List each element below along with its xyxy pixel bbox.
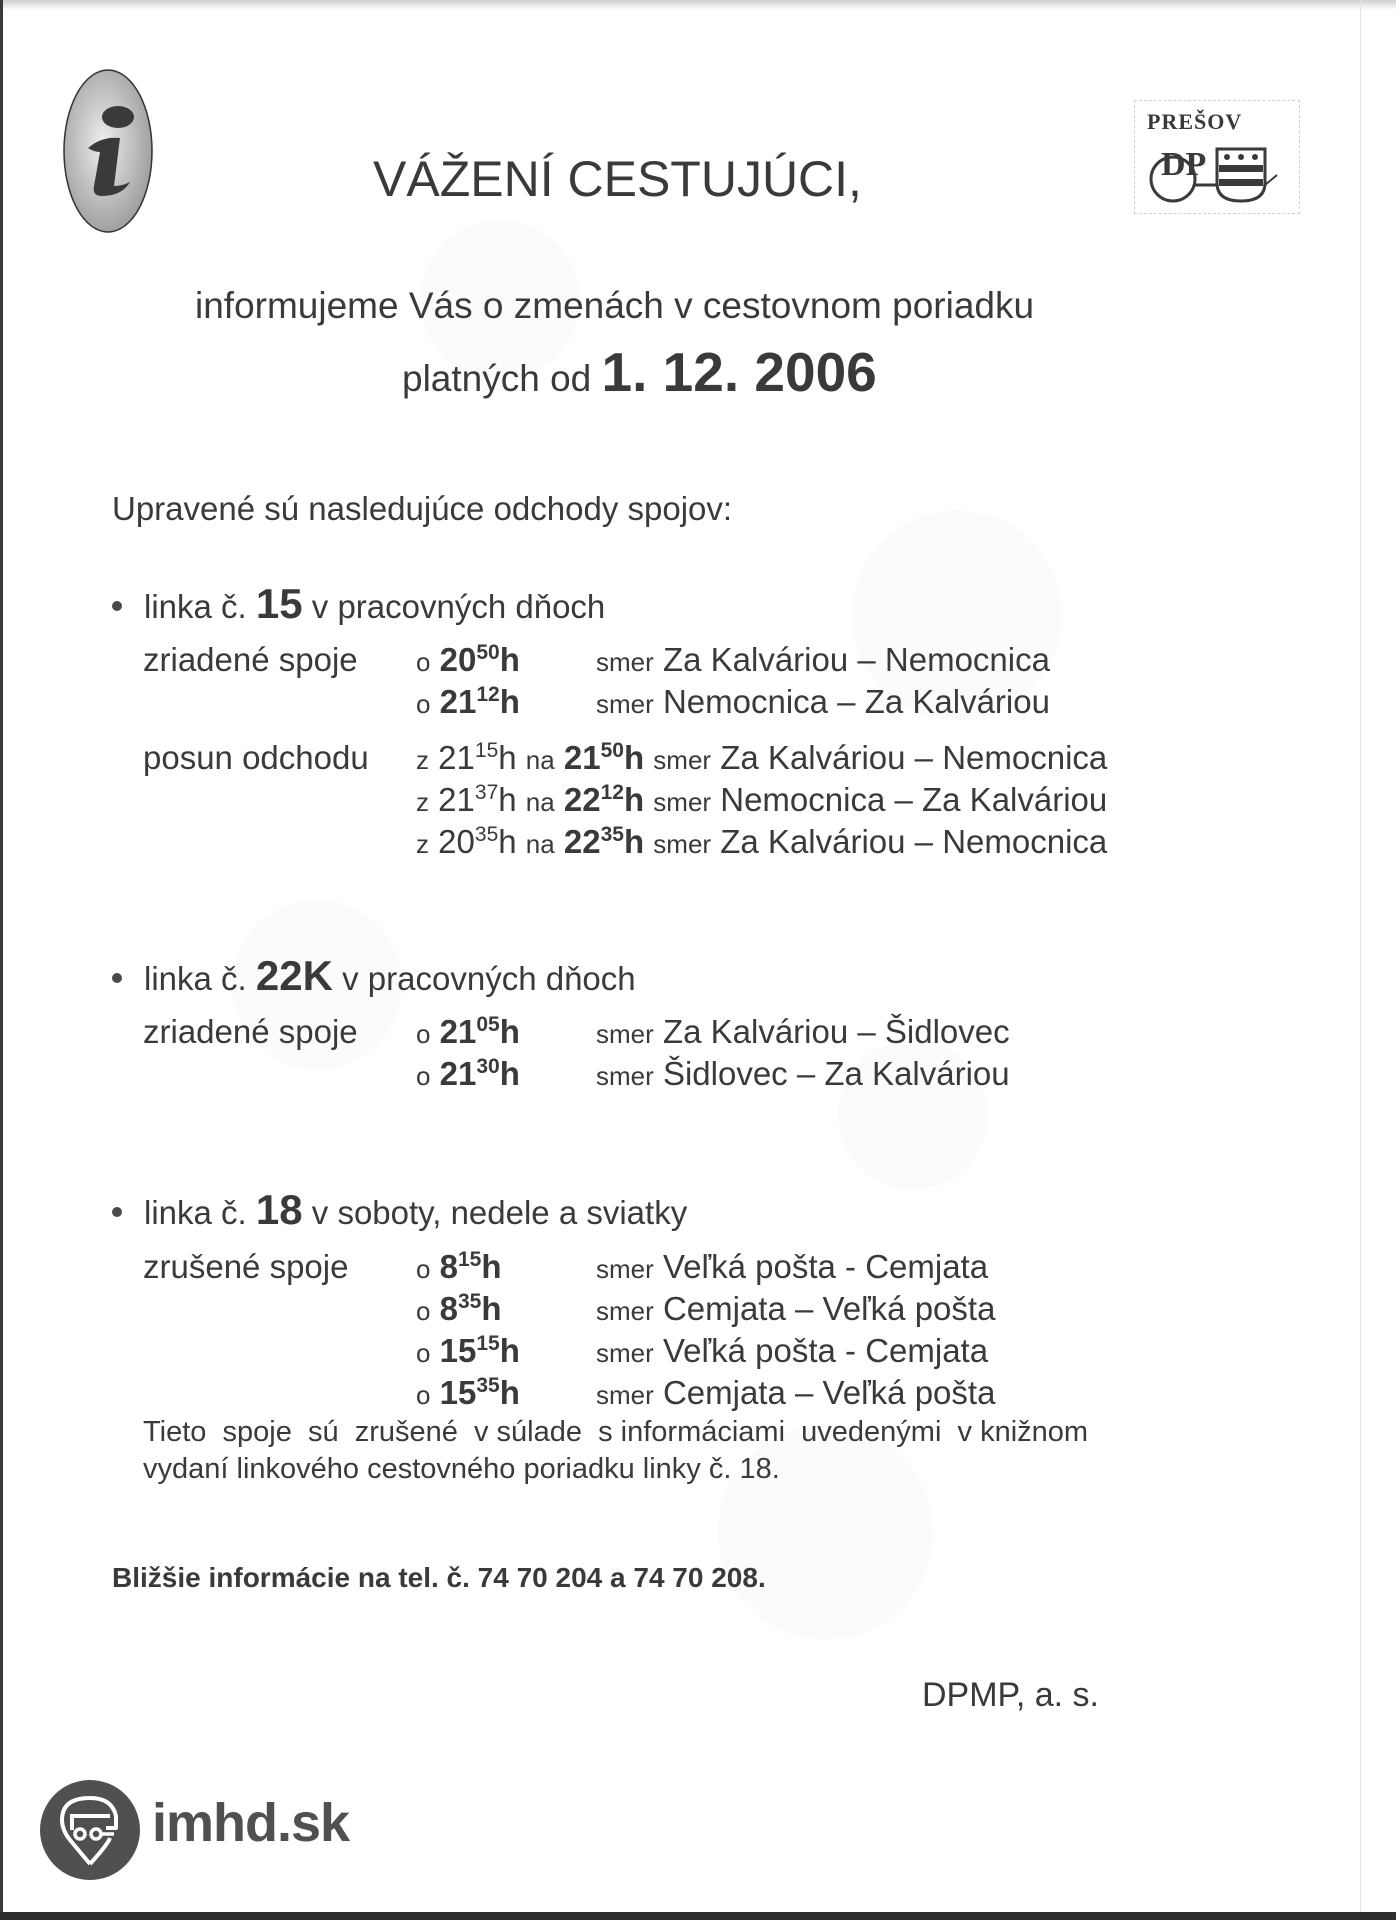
text-fragment: Šidlovec – Za Kalváriou: [662, 1055, 1010, 1092]
text-fragment: smer: [596, 1338, 654, 1368]
line-days: v pracovných dňoch: [311, 588, 606, 625]
text-fragment: z: [416, 745, 429, 775]
intro-validity: [402, 340, 877, 404]
validity-date: 1. 12. 2006: [601, 341, 877, 403]
schedule-time: [416, 1290, 502, 1328]
text-fragment: 15: [458, 1248, 482, 1271]
line-15-heading: [112, 580, 605, 628]
lead-text: Upravené sú nasledujúce odchody spojov:: [112, 490, 733, 527]
text-fragment: 35: [474, 823, 499, 846]
text-fragment: 21: [438, 739, 475, 776]
text-fragment: smer: [596, 1380, 654, 1410]
text-fragment: smer: [596, 689, 654, 719]
page-title: VÁŽENÍ CESTUJÚCI,: [373, 151, 862, 207]
text-fragment: smer: [653, 829, 712, 859]
new-connections-label: zriadené spoje: [143, 641, 358, 678]
schedule-route: [596, 1248, 988, 1286]
schedule-time: [416, 683, 520, 721]
dp-logo-mark-icon: [1147, 135, 1287, 205]
scan-edge-top: [0, 0, 1396, 10]
cancellation-note: Tieto spoje sú zrušené v súlade s informáciami uvedenými v knižnom: [143, 1416, 1089, 1448]
scan-edge-bottom: [0, 1912, 1396, 1920]
imhd-brand: imhd.sk: [152, 1793, 350, 1853]
text-fragment: na: [525, 829, 555, 859]
text-fragment: 21: [439, 1013, 477, 1050]
text-fragment: Za Kalváriou – Nemocnica: [720, 823, 1108, 860]
text-fragment: na: [525, 787, 555, 817]
text-fragment: o: [416, 647, 431, 677]
text-fragment: 20: [438, 823, 475, 860]
text-fragment: 12: [600, 781, 624, 804]
schedule-route: [596, 1013, 1010, 1051]
text-fragment: h: [623, 739, 645, 776]
bullet-icon: [112, 973, 122, 983]
line-number: 18: [255, 1186, 303, 1233]
signature: DPMP, a. s.: [922, 1676, 1099, 1714]
text-fragment: 35: [600, 823, 624, 846]
text-fragment: 15: [476, 1332, 500, 1355]
text-fragment: Veľká pošta - Cemjata: [662, 1248, 989, 1285]
text-fragment: 15: [439, 1332, 477, 1369]
text-fragment: 22: [563, 781, 601, 818]
text-fragment: 35: [458, 1290, 482, 1313]
text-fragment: 8: [439, 1290, 458, 1327]
text-fragment: smer: [596, 647, 654, 677]
text-fragment: 21: [438, 781, 475, 818]
line-number: 15: [255, 580, 303, 627]
departure-time: [440, 683, 520, 720]
schedule-route: [596, 1332, 988, 1370]
text-fragment: h: [499, 683, 520, 720]
text-fragment: Cemjata – Veľká pošta: [662, 1290, 996, 1327]
text-fragment: h: [623, 781, 645, 818]
text-fragment: o: [416, 1338, 431, 1368]
line-prefix: linka č.: [144, 1194, 247, 1231]
schedule-route: [596, 1290, 995, 1328]
departure-time: [440, 1290, 502, 1327]
logo-text: PREŠOV: [1147, 109, 1243, 134]
text-fragment: Za Kalváriou – Nemocnica: [720, 739, 1108, 776]
text-fragment: 15: [474, 739, 499, 762]
text-fragment: h: [498, 739, 517, 776]
text-fragment: o: [416, 689, 431, 719]
text-fragment: smer: [596, 1254, 654, 1284]
text-fragment: smer: [596, 1061, 654, 1091]
line-prefix: linka č.: [144, 960, 247, 997]
text-fragment: Za Kalváriou – Šidlovec: [662, 1013, 1010, 1050]
scan-edge-right: [1360, 0, 1361, 1920]
text-fragment: z: [416, 787, 429, 817]
scan-edge-left: [0, 0, 3, 1920]
schedule-time: [416, 641, 520, 679]
schedule-route: [596, 1374, 995, 1412]
text-fragment: 35: [476, 1374, 500, 1397]
text-fragment: 21: [439, 683, 477, 720]
schedule-route: [596, 1055, 1010, 1093]
text-fragment: h: [498, 823, 517, 860]
shift-label: posun odchodu: [143, 739, 369, 776]
line-days: v soboty, nedele a sviatky: [311, 1194, 688, 1231]
text-fragment: o: [416, 1380, 431, 1410]
text-fragment: h: [498, 781, 517, 818]
cancelled-connections-label: zrušené spoje: [143, 1248, 349, 1285]
text-fragment: na: [525, 745, 555, 775]
text-fragment: 22: [563, 823, 601, 860]
text-fragment: smer: [653, 745, 712, 775]
text-fragment: h: [499, 1374, 520, 1411]
bullet-icon: [112, 601, 122, 611]
line-prefix: linka č.: [144, 588, 247, 625]
text-fragment: smer: [596, 1296, 654, 1326]
text-fragment: 15: [439, 1374, 477, 1411]
text-fragment: 50: [600, 739, 624, 762]
info-icon: [62, 68, 154, 234]
text-fragment: h: [499, 641, 520, 678]
validity-prefix: platných od: [402, 358, 592, 399]
schedule-route: [596, 683, 1050, 721]
cancellation-note: vydaní linkového cestovného poriadku linky č. 18.: [143, 1453, 780, 1485]
departure-time: [440, 1055, 520, 1092]
presov-dp-logo: [1134, 100, 1300, 214]
imhd-bus-pin-icon: [40, 1780, 140, 1880]
text-fragment: o: [416, 1254, 431, 1284]
schedule-time: [416, 1248, 502, 1286]
text-fragment: o: [416, 1019, 431, 1049]
logo-mark-text: DP: [1161, 146, 1207, 183]
bullet-icon: [112, 1207, 122, 1217]
text-fragment: h: [481, 1248, 502, 1285]
text-fragment: smer: [653, 787, 712, 817]
departure-time: [438, 781, 516, 818]
intro-text: informujeme Vás o zmenách v cestovnom poriadku: [195, 285, 1035, 326]
departure-time: [440, 641, 520, 678]
departure-time: [564, 781, 644, 818]
schedule-time: [416, 1374, 520, 1412]
text-fragment: Veľká pošta - Cemjata: [662, 1332, 989, 1369]
text-fragment: z: [416, 829, 429, 859]
text-fragment: h: [499, 1013, 520, 1050]
text-fragment: h: [499, 1332, 520, 1369]
departure-time: [440, 1374, 520, 1411]
text-fragment: 8: [439, 1248, 458, 1285]
departure-time: [440, 1013, 520, 1050]
text-fragment: h: [499, 1055, 520, 1092]
text-fragment: h: [623, 823, 645, 860]
text-fragment: 12: [476, 683, 500, 706]
line-days: v pracovných dňoch: [342, 960, 636, 997]
schedule-time: [416, 1055, 520, 1093]
text-fragment: 50: [476, 641, 500, 664]
line-18-heading: [112, 1186, 687, 1234]
schedule-time: [416, 1013, 520, 1051]
text-fragment: o: [416, 1296, 431, 1326]
text-fragment: Nemocnica – Za Kalváriou: [662, 683, 1050, 720]
departure-time: [564, 739, 644, 776]
text-fragment: 37: [474, 781, 499, 804]
shift-row: [416, 781, 1107, 819]
departure-time: [438, 739, 516, 776]
schedule-time: [416, 1332, 520, 1370]
text-fragment: 30: [476, 1055, 500, 1078]
shift-row: [416, 739, 1107, 777]
text-fragment: 05: [476, 1013, 500, 1036]
line-number: 22K: [255, 952, 333, 999]
new-connections-label: zriadené spoje: [143, 1013, 358, 1050]
departure-time: [564, 823, 644, 860]
line-22k-heading: [112, 952, 636, 1000]
text-fragment: Za Kalváriou – Nemocnica: [662, 641, 1050, 678]
schedule-route: [596, 641, 1050, 679]
departure-time: [440, 1332, 520, 1369]
contact-info: Bližšie informácie na tel. č. 74 70 204 a 74 70 208.: [112, 1562, 766, 1593]
text-fragment: 21: [439, 1055, 477, 1092]
departure-time: [438, 823, 516, 860]
text-fragment: Cemjata – Veľká pošta: [662, 1374, 996, 1411]
departure-time: [440, 1248, 502, 1285]
text-fragment: o: [416, 1061, 431, 1091]
text-fragment: 20: [439, 641, 477, 678]
text-fragment: 21: [563, 739, 601, 776]
text-fragment: smer: [596, 1019, 654, 1049]
text-fragment: Nemocnica – Za Kalváriou: [720, 781, 1108, 818]
text-fragment: h: [481, 1290, 502, 1327]
shift-row: [416, 823, 1107, 861]
